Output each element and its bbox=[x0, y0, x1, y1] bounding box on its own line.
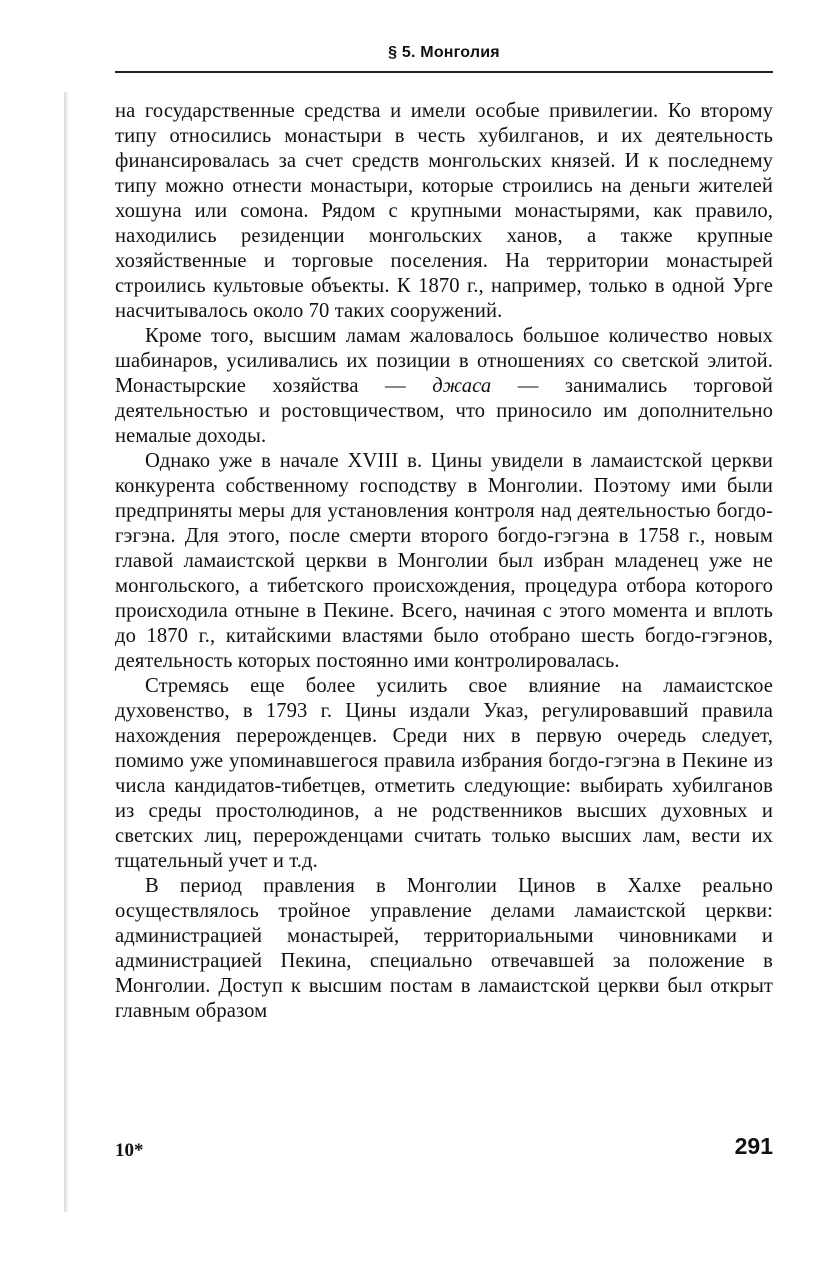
paragraph-2-lead: Кроме того, высшим ламам жаловалось большое количество новых шабинаров, усиливались их позиции в отношениях со светской элитой. Монастырские хозяйства — bbox=[115, 325, 773, 397]
paragraph-4: Стремясь еще более усилить свое влияние на ламаистское духовенство, в 1793 г. Цины издали Указ, регулировавший правила нахождения перерожденцев. Среди них в первую очередь следует, помимо уже упоминавшегося правила избрания богдо-гэгэна в Пекине из числа кандидатов-тибетцев, отметить следующие: выбирать хубилганов из среды простолюдинов, а не родственников высших духовных и светских лиц, перерожденцами считать только высших лам, вести их тщательный учет и т.д. bbox=[115, 675, 773, 872]
binding-shadow bbox=[64, 92, 69, 1212]
signature-mark: 10* bbox=[115, 1140, 144, 1161]
page-number: 291 bbox=[734, 1133, 773, 1159]
term-dzhasa: джаса bbox=[432, 375, 492, 397]
header-rule bbox=[115, 71, 773, 73]
paragraph-1: на государственные средства и имели особые привилегии. Ко второму типу относились монастыри в честь хубилганов, и их деятельность финансировалась за счет средств монгольских князей. И к последнему типу можно отнести монастыри, которые строились на деньги жителей хошуна или сомона. Рядом с крупными монастырями, как правило, находились резиденции монгольских ханов, а также крупные хозяйственные и торговые поселения. На территории монастырей строились культовые объекты. К 1870 г., например, только в одной Урге насчитывалось около 70 таких сооружений. bbox=[115, 100, 773, 322]
running-head: § 5. Монголия bbox=[388, 44, 500, 61]
paragraph-5: В период правления в Монголии Цинов в Халхе реально осуществлялось тройное управление делами ламаистской церкви: администрацией монастырей, территориальными чиновниками и администрацией Пекина, специально отвечавшей за положение в Монголии. Доступ к высшим постам в ламаистской церкви был открыт главным образом bbox=[115, 875, 773, 1022]
paragraph-3: Однако уже в начале XVIII в. Цины увидели в ламаистской церкви конкурента собственному господству в Монголии. Поэтому ими были предприняты меры для установления контроля над деятельностью богдо-гэгэна. Для этого, после смерти второго богдо-гэгэна в 1758 г., новым главой ламаистской церкви в Монголии был избран младенец уже не монгольского, а тибетского происхождения, процедура отбора которого происходила отныне в Пекине. Всего, начиная с этого момента и вплоть до 1870 г., китайскими властями было отобрано шесть богдо-гэгэнов, деятельность которых постоянно ими контролировалась. bbox=[115, 450, 773, 672]
body-text bbox=[115, 99, 773, 1024]
paragraph-2-tail: — занимались торговой деятельностью и ростовщичеством, что приносило им дополнительно немалые доходы. bbox=[115, 375, 773, 447]
paragraph-2 bbox=[115, 324, 773, 449]
